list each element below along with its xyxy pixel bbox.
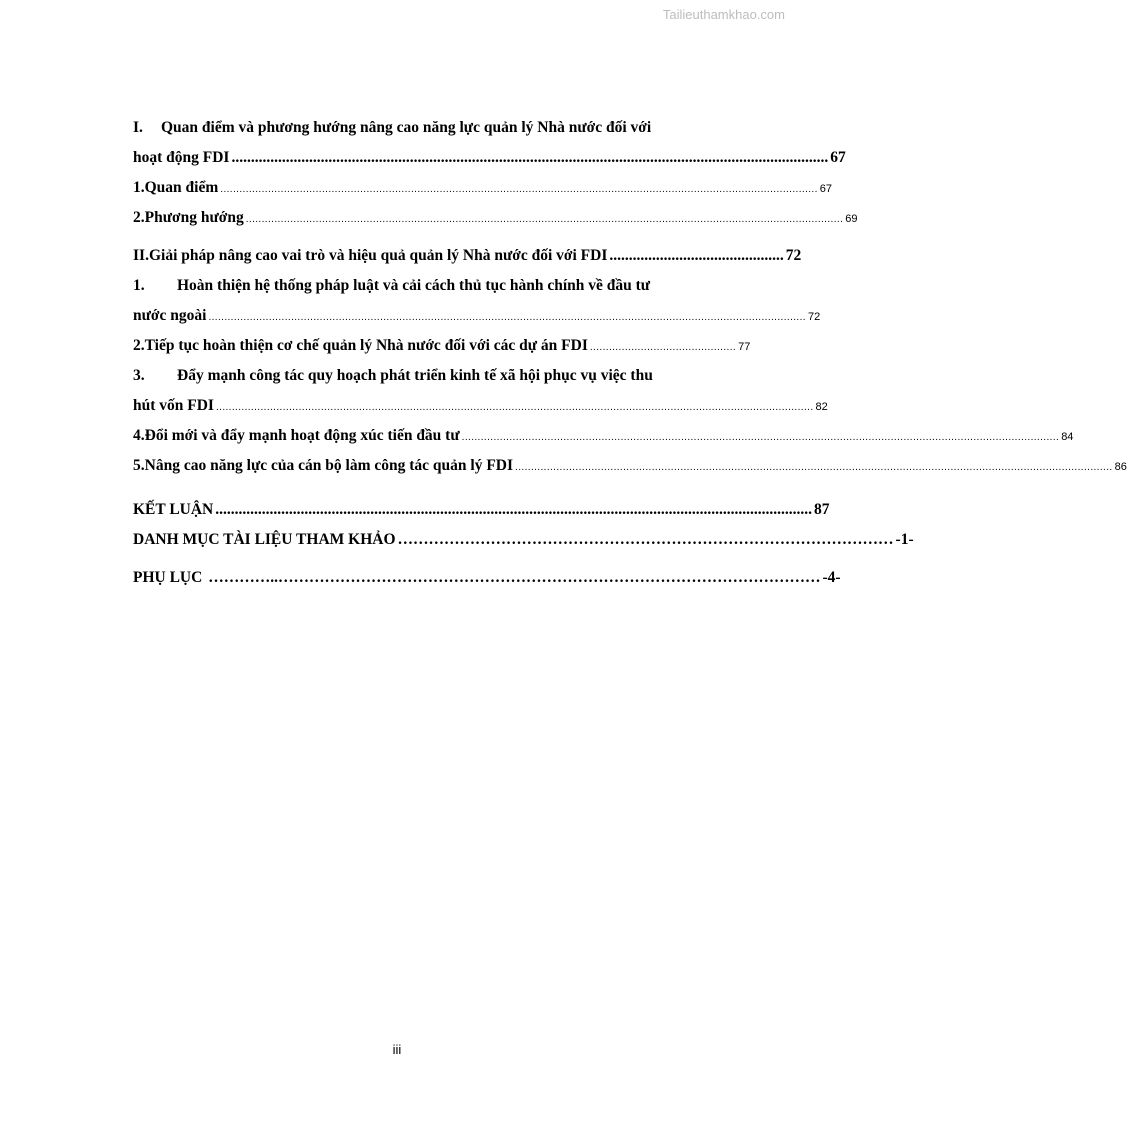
toc-section-1-title: Quan điểm và phương hướng nâng cao năng lực quản lý Nhà nước đối với [161, 119, 652, 136]
toc-references-title: DANH MỤC TÀI LIỆU THAM KHẢO [133, 531, 396, 548]
toc-leader-dots: .......................................................................................................................................................... [231, 149, 829, 166]
toc-item-2-1-number: 1. [133, 277, 145, 294]
toc-item-1-1-page: 67 [819, 183, 833, 195]
toc-section-2-title: Giải pháp nâng cao vai trò và hiệu quả quản lý Nhà nước đối với FDI [148, 247, 608, 264]
toc-item-2-1-line2[interactable] [133, 301, 821, 331]
toc-item-1-1-title: Quan điểm [144, 179, 219, 196]
toc-conclusion-title: KẾT LUẬN [133, 501, 214, 518]
toc-references-page: -1- [895, 531, 914, 548]
toc-references[interactable] [133, 525, 914, 555]
toc-leader-dots: ............................................................................................................................................................................................ [215, 402, 814, 413]
toc-item-1-2[interactable] [133, 203, 858, 233]
toc-item-2-3-title: Đẩy mạnh công tác quy hoạch phát triển kinh tế xã hội phục vụ việc thu [177, 367, 653, 384]
toc-leader-dots: ............................................................................................................................................................................................ [461, 432, 1060, 443]
toc-leader-dots: .......................................................................................................................................................... [215, 501, 812, 518]
toc-item-2-1-page: 72 [807, 311, 821, 323]
toc-leader-dots: …………………………………………………………………………………… [397, 531, 894, 548]
toc-item-2-4-title: Đổi mới và đẩy mạnh hoạt động xúc tiến đầu tư [144, 427, 460, 444]
spacer [133, 555, 718, 563]
toc-item-1-2-title: Phương hướng [144, 209, 244, 226]
toc-item-2-4-number: 4. [133, 427, 145, 444]
toc-leader-dots: …………..…………………………………………………………………………………………… [204, 569, 821, 586]
toc-section-2-number: II. [133, 247, 149, 264]
toc-section-1-page: 67 [830, 149, 846, 166]
toc-item-2-3-number: 3. [133, 367, 145, 384]
toc-item-2-1-line1 [133, 271, 718, 301]
toc-leader-dots: ............................................................................................................................................................................................ [208, 312, 806, 323]
toc-item-2-5-number: 5. [133, 457, 145, 474]
toc-item-2-2-page: 77 [738, 341, 751, 353]
toc-leader-dots: ............................................. [609, 247, 784, 264]
toc-item-2-3-title-cont: hút vốn FDI [133, 397, 214, 414]
spacer [133, 481, 718, 495]
toc-item-2-1-title-cont: nước ngoài [133, 307, 207, 324]
toc-leader-dots: ............................................................................................................................................................................................ [515, 462, 1113, 473]
page-number: iii [392, 1042, 402, 1057]
toc-item-1-1[interactable] [133, 173, 833, 203]
toc-item-2-3-line2[interactable] [133, 391, 828, 421]
toc-section-1-number: I. [133, 119, 143, 136]
toc-leader-dots: ............................................................................................................................................................................................ [220, 184, 818, 195]
table-of-contents [133, 113, 1127, 593]
toc-conclusion[interactable] [133, 495, 830, 525]
toc-item-1-1-number: 1. [133, 179, 145, 196]
toc-item-2-2-title: Tiếp tục hoàn thiện cơ chế quản lý Nhà nước đối với các dự án FDI [144, 337, 588, 354]
toc-item-2-3-line1 [133, 361, 718, 391]
toc-section-2-page: 72 [785, 247, 802, 264]
toc-item-1-2-number: 2. [133, 209, 145, 226]
toc-item-2-4[interactable] [133, 421, 1074, 451]
toc-section-1-title-cont: hoạt động FDI [133, 149, 230, 166]
toc-conclusion-page: 87 [814, 501, 830, 518]
toc-appendix[interactable] [133, 563, 841, 593]
toc-item-1-2-page: 69 [845, 213, 858, 225]
toc-leader-dots: .............................................. [589, 342, 737, 353]
toc-section-1-line2[interactable] [133, 143, 846, 173]
watermark: Tailieuthamkhao.com [662, 7, 785, 22]
toc-appendix-title: PHỤ LỤC [133, 569, 203, 586]
toc-leader-dots: ............................................................................................................................................................................................ [245, 214, 844, 225]
toc-item-2-4-page: 84 [1061, 431, 1074, 443]
toc-section-1-line1 [133, 113, 718, 143]
toc-item-2-1-title: Hoàn thiện hệ thống pháp luật và cải cách thủ tục hành chính về đầu tư [177, 277, 651, 294]
toc-item-2-5-title: Nâng cao năng lực của cán bộ làm công tác quản lý FDI [144, 457, 514, 474]
toc-appendix-page: -4- [822, 569, 841, 586]
toc-item-2-3-page: 82 [815, 401, 828, 413]
toc-item-2-5[interactable] [133, 451, 1127, 481]
toc-item-2-5-page: 86 [1114, 461, 1127, 473]
toc-section-2[interactable] [133, 241, 802, 271]
toc-item-2-2[interactable] [133, 331, 751, 361]
toc-item-2-2-number: 2. [133, 337, 145, 354]
